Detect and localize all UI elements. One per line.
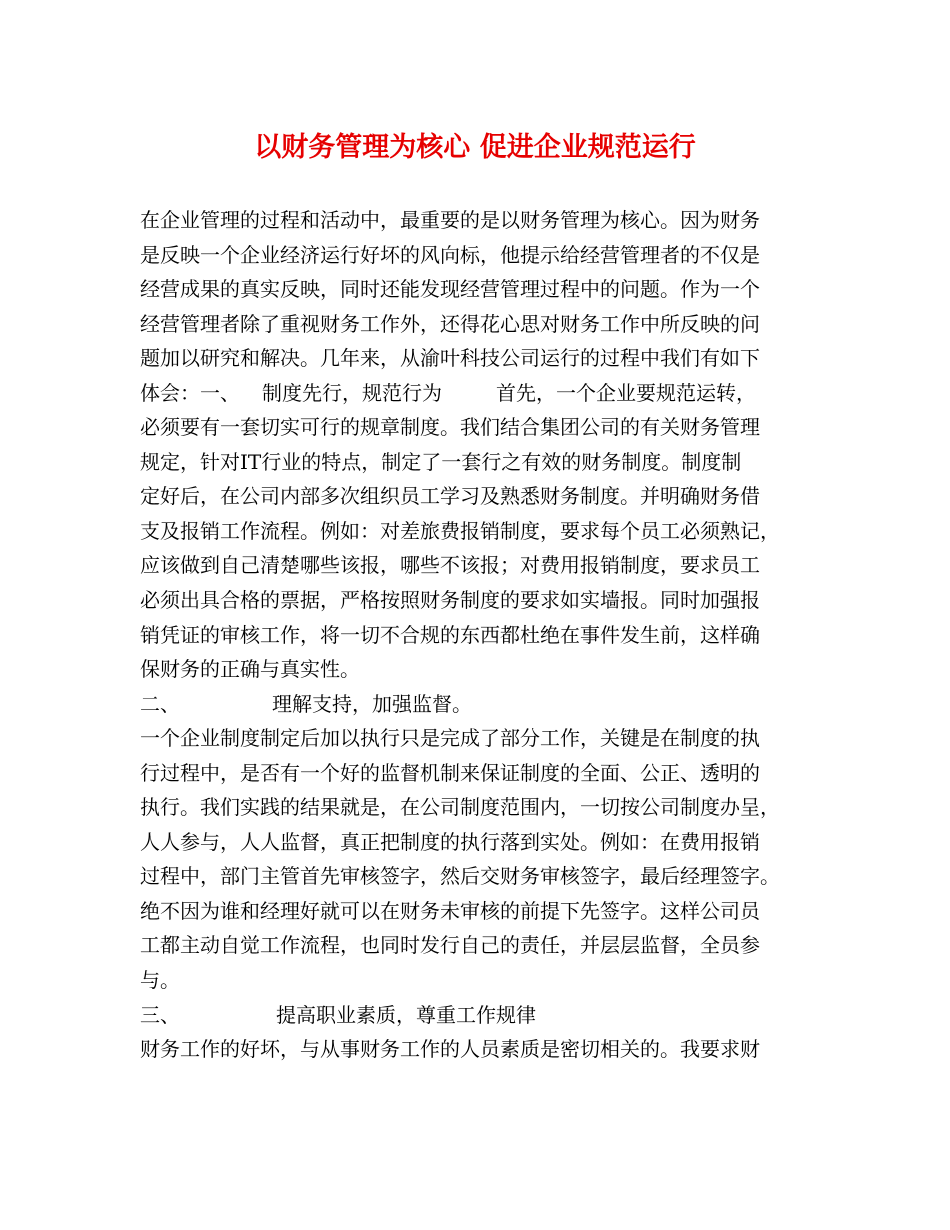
section-three-heading [140,998,830,1033]
paragraph-line: 应该做到自己清楚哪些该报，哪些不该报；对费用报销制度，要求员工 [140,553,760,578]
paragraph-line: 绝不因为谁和经理好就可以在财务未审核的前提下先签字。这样公司员 [140,898,760,923]
paragraph-line: 定好后，在公司内部多次组织员工学习及熟悉财务制度。并明确财务借 [140,484,760,509]
paragraph-line: 题加以研究和解决。几年来，从渝叶科技公司运行的过程中我们有如下 [140,346,760,371]
section-two-number: 二、 [140,691,180,716]
section-one-text: 首先，一个企业要规范运转， [496,380,756,405]
paragraph-line: 规定，针对IT行业的特点，制定了一套行之有效的财务制度。制度制 [140,449,742,474]
paragraph-line: 支及报销工作流程。例如：对差旅费报销制度，要求每个员工必须熟记， [140,518,780,543]
section-two-title: 理解支持，加强监督。 [272,691,472,716]
section-two-heading [140,687,830,722]
paragraph-line: 行过程中，是否有一个好的监督机制来保证制度的全面、公正、透明的 [140,760,760,785]
section-one-heading: 制度先行，规范行为 [262,380,442,405]
section-one-lead: 体会：一、 [140,380,240,405]
paragraph-line: 一个企业制度制定后加以执行只是完成了部分工作，关键是在制度的执 [140,726,760,751]
document-title: 以财务管理为核心 促进企业规范运行 [254,132,696,163]
paragraph-line: 必须出具合格的票据，严格按照财务制度的要求如实墙报。同时加强报 [140,588,760,613]
paragraph-line: 是反映一个企业经济运行好坏的风向标，他提示给经营管理者的不仅是 [140,242,760,267]
paragraph-line: 工都主动自觉工作流程，也同时发行自己的责任，并层层监督，全员参 [140,933,760,958]
paragraph-line: 销凭证的审核工作，将一切不合规的东西都杜绝在事件发生前，这样确 [140,622,760,647]
paragraph-line: 经营管理者除了重视财务工作外，还得花心思对财务工作中所反映的问 [140,311,760,336]
paragraph-line: 保财务的正确与真实性。 [140,657,360,682]
section-one-line [140,376,830,411]
section-three-number: 三、 [140,1002,180,1027]
document-body [140,203,830,1067]
paragraph-line: 财务工作的好坏，与从事财务工作的人员素质是密切相关的。我要求财 [140,1037,760,1062]
paragraph-line: 必须要有一套切实可行的规章制度。我们结合集团公司的有关财务管理 [140,415,760,440]
paragraph-line: 与。 [140,968,180,993]
paragraph-line: 执行。我们实践的结果就是，在公司制度范围内，一切按公司制度办呈， [140,795,780,820]
paragraph-line: 经营成果的真实反映，同时还能发现经营管理过程中的问题。作为一个 [140,277,760,302]
paragraph-line: 在企业管理的过程和活动中，最重要的是以财务管理为核心。因为财务 [140,208,760,232]
paragraph-line: 人人参与，人人监督，真正把制度的执行落到实处。例如：在费用报销 [140,829,760,854]
section-three-title: 提高职业素质，尊重工作规律 [276,1002,536,1027]
paragraph-line: 过程中，部门主管首先审核签字，然后交财务审核签字，最后经理签字。 [140,864,780,889]
